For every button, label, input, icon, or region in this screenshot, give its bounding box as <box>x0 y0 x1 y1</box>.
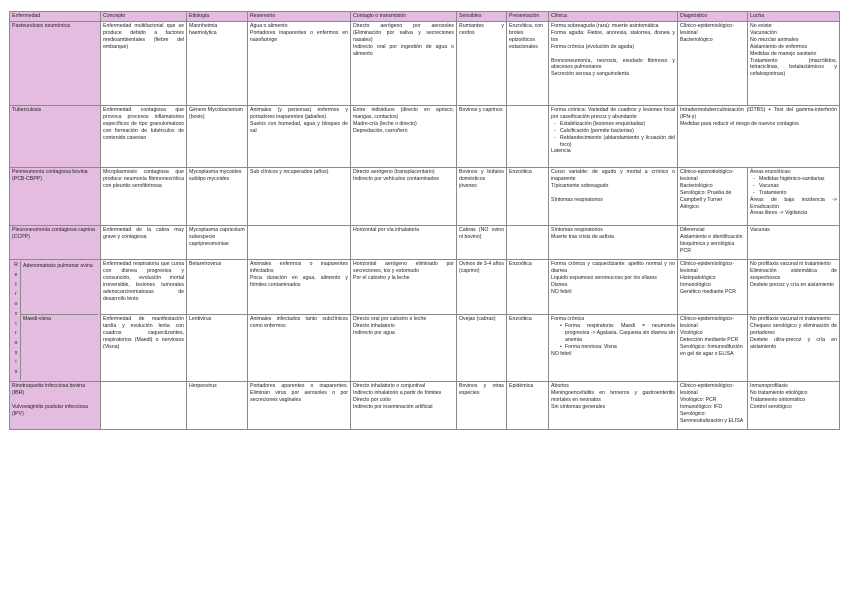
diagnostico-text: Serológico: Seroneutralización y ELISA <box>680 410 744 424</box>
table-row <box>10 106 840 168</box>
clinica-item: - Estabilización (lesiones enquistadas) <box>560 121 675 128</box>
clinica-text: Disnea <box>551 281 568 288</box>
diagnostico-text: Clínico-epidemiológico-lesional <box>680 316 734 330</box>
presentacion-cell <box>507 106 549 168</box>
etiologia-cell <box>187 22 248 106</box>
lucha-text: Inmunoprofilaxis <box>750 383 788 390</box>
presentacion-text: Epidémica <box>509 383 534 390</box>
lucha-cell <box>748 260 840 315</box>
retro-letter: r <box>15 330 17 337</box>
reservorio-cell <box>248 382 351 430</box>
clinica-item: • Forma respiratoria: Maedi = neumonía progresiva -> Agalaxia. Caquexia sin diarrea sin anemia <box>565 323 675 344</box>
contagio-text: Indirecto por agua <box>353 329 395 336</box>
sensibles-cell <box>457 22 507 106</box>
lucha-cell <box>748 382 840 430</box>
diagnostico-text: Alérgico <box>680 203 699 210</box>
clinica-cell <box>549 22 678 106</box>
presentacion-cell <box>507 168 549 226</box>
clinica-text: Meningoencefalitis en terneros y gastroenteritis mortales en neonatos <box>551 390 675 404</box>
clinica-cell <box>549 260 678 315</box>
clinica-text: Muerte tras crisis de asfixia <box>551 234 614 241</box>
disease-cell <box>10 382 101 430</box>
contagio-text: Directo por coito <box>353 397 391 404</box>
clinica-text: Típicamente sobreagudo <box>551 183 609 190</box>
retro-letter: o <box>14 301 18 308</box>
clinica-text: Curso variable: de agudo y mortal a crónico o inaparente <box>551 169 675 183</box>
contagio-text: Indirecto por inseminación artificial <box>353 403 433 410</box>
sensibles-text: Rumiantes y cerdos <box>459 23 504 37</box>
retro-label <box>12 261 21 379</box>
retro-wrapper <box>12 261 98 379</box>
retro-letter: r <box>15 291 17 298</box>
contagio-cell <box>351 168 457 226</box>
clinica-text: Sin síntomas generales <box>551 403 606 410</box>
clinica-text: Síntomas respiratorios <box>551 196 603 203</box>
diagnostico-text: Detección mediante PCR <box>680 336 739 343</box>
contagio-text: Entre individuos (directo en aprisco, mangas, contactos) <box>353 107 454 121</box>
clinica-text: Abortos <box>551 383 569 390</box>
diagnostico-cell <box>678 168 748 226</box>
clinica-text: Síntomas respiratorios <box>551 227 603 234</box>
concepto-cell <box>101 106 187 168</box>
diagnostico-text: Clínico-epidemiológico-lesional <box>680 261 734 275</box>
presentacion-cell <box>507 226 549 260</box>
diagnostico-text: Diferencial <box>680 227 705 234</box>
table-row <box>10 168 840 226</box>
reservorio-text: Sub clínicos y recuperados (años) <box>250 169 329 176</box>
disease-name: Pleuroneumonía contagiosa caprina (CCPP) <box>12 227 96 241</box>
retro-letter: e <box>14 272 18 278</box>
presentacion-cell <box>507 382 549 430</box>
table-row <box>10 382 840 430</box>
concepto-cell <box>101 260 187 315</box>
diagnostico-cell <box>678 314 748 381</box>
etiologia-text: Mycoplasma capricolum subespecie capripneumoniae <box>189 227 245 248</box>
reservorio-text: Animales infectados tanto subclínicos como enfermos <box>250 316 348 330</box>
disease-name: Vulvovaginitis pustular infecciosa (IPV) <box>12 403 88 417</box>
lucha-text: No profilaxis vacunal ni tratamiento <box>750 261 831 268</box>
header-cell: Clínica <box>549 12 678 22</box>
lucha-item: - Vacunas <box>759 183 837 190</box>
reservorio-cell <box>248 106 351 168</box>
sensibles-text: Bovinos y búfalos domésticos jóvenes <box>459 169 504 190</box>
clinica-text: Bronconeumonía, necrosis, exudado fibrinoso y abscesos pulmonares <box>551 57 675 71</box>
retro-letter: i <box>15 320 17 327</box>
disease-name: Pasteurelosis neumónica <box>12 23 70 30</box>
clinica-cell <box>549 168 678 226</box>
table-row <box>10 226 840 260</box>
diagnostico-text: Clínico-epizootiológico-lesional <box>680 169 734 183</box>
retro-letter: o <box>14 339 18 346</box>
concepto-text: Micoplasmosis contagiosa que produce neumonía fibrinonecrótica con pleuritis serofibrinosa <box>103 169 184 190</box>
clinica-text: Forma aguda: Fiebre, anorexia, sialorrea, disnea y tos <box>551 30 675 44</box>
lucha-text: No tratamiento etiológico <box>750 390 808 397</box>
sensibles-cell <box>457 382 507 430</box>
retro-names <box>21 261 98 379</box>
contagio-text: Indirecto oral por ingestión de agua o alimento <box>353 43 454 57</box>
contagio-text: Indirecto por vehículos contaminados <box>353 176 439 183</box>
lucha-cell <box>748 168 840 226</box>
clinica-list <box>551 121 675 148</box>
header-cell: Concepto <box>101 12 187 22</box>
contagio-cell <box>351 314 457 381</box>
contagio-text: Indirecto inhalatorio a partir de fómites <box>353 390 442 397</box>
clinica-item: • Forma nerviosa: Visna <box>565 344 675 351</box>
diagnostico-text: Inmunológico: IFD <box>680 403 723 410</box>
reservorio-text: Portadores inaparentes o enfermos en nasofaringe <box>250 30 348 44</box>
disease-name: Maedi-visna <box>23 316 51 323</box>
presentacion-text: Enzoótica <box>509 316 532 323</box>
header-cell: Sensibles <box>457 12 507 22</box>
lucha-text: Áreas enzoóticas: <box>750 169 792 176</box>
disease-cell <box>10 226 101 260</box>
clinica-text: Forma crónica <box>551 316 585 323</box>
header-cell: Diagnóstico <box>678 12 748 22</box>
lucha-text: Destete ultra-precoz y cría en aislamiento <box>750 336 837 350</box>
lucha-text: Control serológico <box>750 403 792 410</box>
sensibles-text: Bovinos y caprinos <box>459 107 503 114</box>
table-row <box>10 314 840 381</box>
sensibles-cell <box>457 314 507 381</box>
lucha-text: No profilaxis vacunal ni tratamiento <box>750 316 831 323</box>
clinica-cell <box>549 106 678 168</box>
reservorio-text: Suelos con humedad, agua y bloques de sal <box>250 121 348 134</box>
diagnostico-text: Aislamiento e identificación bioquímica y serológica <box>680 234 743 248</box>
etiologia-cell <box>187 226 248 260</box>
contagio-text: Madre-cría (leche o directo) <box>353 121 417 128</box>
diagnostico-text: Medidas para reducir el riesgo de nuevos contagios <box>680 121 799 128</box>
header-cell: Contagio o transmisión <box>351 12 457 22</box>
retro-letter: v <box>14 310 18 317</box>
reservorio-text: Portadores aparentes o inaparentes. Eliminan virus por aerosoles o por secreciones vaginales <box>250 383 348 404</box>
sensibles-text: Cabras (NO ovino ni bovino) <box>459 227 504 241</box>
reservorio-cell <box>248 168 351 226</box>
concepto-cell <box>101 314 187 381</box>
table-row <box>10 260 840 315</box>
clinica-cell <box>549 382 678 430</box>
lucha-text: Áreas libres -> Vigilancia <box>750 210 808 217</box>
header-row <box>10 12 840 22</box>
etiologia-text: Mycoplasma mycoides subtipo mycoides <box>189 169 242 183</box>
concepto-text: Enfermedad de la cabra muy grave y contagiosa <box>103 227 184 241</box>
contagio-text: Directo aerógeno (transplacentario) <box>353 169 435 176</box>
diagnostico-text: Clínico-epidemiológico-lesional <box>680 23 734 37</box>
diagnostico-cell <box>678 226 748 260</box>
contagio-text: Directo inhalatorio <box>353 323 395 330</box>
contagio-cell <box>351 226 457 260</box>
contagio-text: Directo oral por calostro o leche <box>353 316 427 323</box>
contagio-cell <box>351 106 457 168</box>
reservorio-cell <box>248 314 351 381</box>
sensibles-cell <box>457 260 507 315</box>
presentacion-cell <box>507 22 549 106</box>
concepto-text: Enfermedad contagiosa que provoca procesos inflamatorios específicos de tipo granulomatoso con formación de tubérculos de contenido caseoso <box>103 107 184 141</box>
lucha-text: Aislamiento de enfermos <box>750 43 808 50</box>
lucha-cell <box>748 22 840 106</box>
concepto-text: Enfermedad multifactorial que se produce debido a factores medioambientales (fiebre del embarque) <box>103 23 184 50</box>
diagnostico-text: Bacteriológico <box>680 183 713 190</box>
clinica-text: Forma crónica (evolución de aguda) <box>551 43 635 50</box>
diagnostico-cell <box>678 382 748 430</box>
diagnostico-text: Intradermotuberculinización (IDTBS) + Test del gamma-interferón (IFN-γ) <box>680 107 837 121</box>
contagio-text: Depredación, carroñero <box>353 127 408 134</box>
spacer <box>12 397 98 404</box>
diagnostico-text: Histopatológico <box>680 275 716 282</box>
etiologia-cell <box>187 314 248 381</box>
contagio-cell <box>351 22 457 106</box>
sensibles-text: Ovejas (cabras) <box>459 316 496 323</box>
sensibles-cell <box>457 226 507 260</box>
clinica-text: Forma crónica: Variedad de cuadros y lesiones focal por caseificación precoz y abundante <box>551 107 675 121</box>
etiologia-text: Mannheimia haemolytica <box>189 23 218 37</box>
concepto-cell <box>101 168 187 226</box>
clinica-text: NO febril <box>551 288 572 295</box>
etiologia-cell <box>187 382 248 430</box>
lucha-list <box>750 176 837 197</box>
lucha-text: Eliminación sistemática de sospechosos <box>750 268 837 282</box>
clinica-text: Latencia <box>551 148 571 155</box>
lucha-text: Destete precoz y cría en aislamiento <box>750 281 834 288</box>
disease-name: Adenomatosis pulmonar ovina <box>21 261 98 315</box>
header-cell: Enfermedad <box>10 12 101 22</box>
lucha-text: Medidas de manejo sanitario <box>750 50 817 57</box>
diagnostico-text: Genético mediante PCR <box>680 288 736 295</box>
lucha-cell <box>748 226 840 260</box>
clinica-text: Forma sobreaguda (rara): muerte asintomática <box>551 23 659 30</box>
diagnostico-text: PCR <box>680 247 691 254</box>
clinica-text <box>551 51 675 58</box>
etiologia-cell <box>187 106 248 168</box>
sensibles-cell <box>457 106 507 168</box>
presentacion-cell <box>507 314 549 381</box>
clinica-list <box>551 323 675 350</box>
concepto-text: Enfermedad respiratoria que cursa con disnea progresiva y consunción, evolución mortal irreversible, lesiones tumorales adenocarcinomatosas de desarrollo lento <box>103 261 184 302</box>
clinica-text: NO febril <box>551 350 572 357</box>
reservorio-text: Poca duración en agua, alimento y fómites contaminados <box>250 275 348 288</box>
presentacion-text: Enzoótica <box>509 169 532 176</box>
retro-letter: s <box>14 349 18 356</box>
sensibles-cell <box>457 168 507 226</box>
etiologia-text: Herpesvirus <box>189 383 217 390</box>
clinica-cell <box>549 226 678 260</box>
diagnostico-text: Virológico <box>680 329 703 336</box>
header-cell: Lucha <box>748 12 840 22</box>
presentacion-cell <box>507 260 549 315</box>
contagio-text: Directo aerógeno por aerosoles (Eliminación por saliva y secreciones nasales) <box>353 23 454 44</box>
clinica-text <box>551 190 675 197</box>
diagnostico-text: Serológico: Inmunodifusión en gel de agar o ELISA <box>680 343 743 357</box>
header-cell: Presentación <box>507 12 549 22</box>
lucha-text: No existe <box>750 23 772 30</box>
lucha-cell <box>748 314 840 381</box>
clinica-cell <box>549 314 678 381</box>
table-row <box>10 22 840 106</box>
lucha-text: Tratamiento sintomático <box>750 397 806 404</box>
diagnostico-text: Virológico: PCR <box>680 397 717 404</box>
retro-letter: R <box>14 262 18 269</box>
diagnostico-cell <box>678 22 748 106</box>
etiologia-text: Lentivirus <box>189 316 212 323</box>
contagio-cell <box>351 260 457 315</box>
diagnostico-text: Bacteriológico <box>680 37 713 44</box>
concepto-text: Enfermedad de manifestación tardía y evolución lenta con cuadros caquectizantes, respiratorios (Maedi) o nerviosos (Visna) <box>103 316 184 350</box>
retro-letter: s <box>14 369 18 376</box>
clinica-text: Líquido espumoso seromucoso por los ollares <box>551 275 657 282</box>
header-cell: Etiología <box>187 12 248 22</box>
sensibles-text: Bovinos y otras especies <box>459 383 504 397</box>
diagnostico-text: Serológico: Prueba de Campbell y Turner <box>680 189 732 203</box>
disease-cell <box>10 106 101 168</box>
lucha-text: Vacunas <box>750 227 770 234</box>
disease-name: Tuberculosis <box>12 107 42 114</box>
disease-name: Perineumonía contagiosa bovina (PCB-CBPP) <box>12 169 88 183</box>
disease-table <box>9 11 840 430</box>
lucha-item: - Medidas higiénico-sanitarias <box>759 176 837 183</box>
etiologia-cell <box>187 168 248 226</box>
disease-name: Rinotraqueitis infecciosa bovina (IBR) <box>12 383 85 397</box>
reservorio-cell <box>248 260 351 315</box>
presentacion-text: Enzoótica <box>509 261 532 268</box>
clinica-item: - Calcificación (permite bacterias) <box>560 128 675 135</box>
etiologia-text: Género Mycobacterium (bovis) <box>189 107 243 121</box>
diagnostico-cell <box>678 260 748 315</box>
concepto-cell <box>101 382 187 430</box>
reservorio-cell <box>248 226 351 260</box>
contagio-text: Directo inhalatorio o conjuntival <box>353 383 426 390</box>
clinica-text: Secreción serosa y sanguinolenta <box>551 71 629 78</box>
disease-cell <box>10 22 101 106</box>
lucha-text: Áreas de baja incidencia -> Erradicación <box>750 196 837 210</box>
contagio-text: Horizontal aerógeno eliminado por secreciones, tos y estornudo <box>353 261 454 275</box>
presentacion-text: Enzoótica, con brotes epizoóticos estacionales <box>509 23 544 50</box>
retro-letter: i <box>15 359 17 366</box>
reservorio-text: Animales (y personas) enfermos y portadores inaparentes (jabalíes) <box>250 107 348 121</box>
sensibles-text: Ovinos de 3-4 años (caprino) <box>459 261 504 275</box>
lucha-text: Vacunación <box>750 30 777 37</box>
contagio-text: Por el calostro y la leche <box>353 275 410 282</box>
lucha-text: No mezclar animales <box>750 37 799 44</box>
diagnostico-text: Clínico-epidemiológico-lesional <box>680 383 734 397</box>
header-cell: Reservorio <box>248 12 351 22</box>
concepto-cell <box>101 226 187 260</box>
contagio-cell <box>351 382 457 430</box>
etiologia-text: Betaretrovirus <box>189 261 222 268</box>
reservorio-text: Animales enfermos o inaparentes infectados <box>250 261 348 275</box>
reservorio-text: Agua o alimento <box>250 23 288 30</box>
clinica-item: - Reblandecimiento (ablandamiento y licuación del foco) <box>560 135 675 149</box>
retro-letter: t <box>15 281 17 288</box>
etiologia-cell <box>187 260 248 315</box>
disease-cell <box>10 260 101 382</box>
lucha-text: Tratamiento (macrólidos, tetraciclinas, betalactámicos y cefalosporinas) <box>750 57 837 78</box>
contagio-text: Horizontal por vía inhalatoria <box>353 227 420 234</box>
lucha-text: Chequeo serológico y eliminación de portadores <box>750 323 837 336</box>
concepto-cell <box>101 22 187 106</box>
diagnostico-text: Inmunológico <box>680 281 711 288</box>
diagnostico-cell <box>678 106 840 168</box>
reservorio-cell <box>248 22 351 106</box>
disease-cell <box>10 168 101 226</box>
lucha-item: - Tratamiento <box>759 190 837 197</box>
clinica-text: Forma crónica y caquectizante: apetito normal y no diarrea <box>551 261 675 275</box>
